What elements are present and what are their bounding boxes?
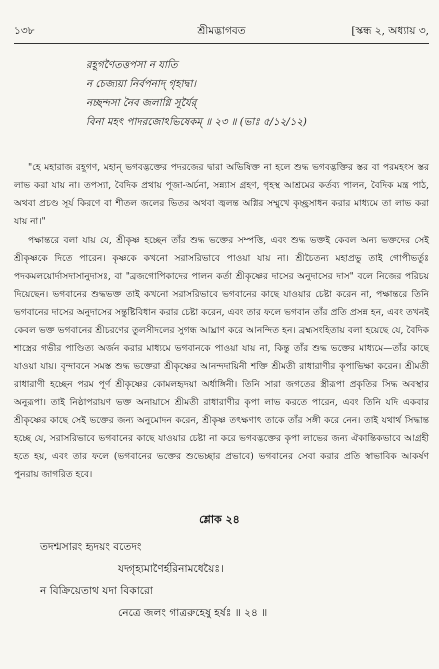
verse-line: নেত্রে জলং গাত্ররুহেষু হর্ষঃ ॥ ২৪ ॥ [118,607,268,619]
canto-chapter-reference: [স্কন্ধ ২, অধ্যায় ৩, [351,25,429,37]
verse-line: যদ্গৃহ্যমাণৈর্হরিনামধেয়ৈঃ। [118,563,224,575]
verse-line: ন বিক্রিয়েতাথ যদা বিকারো [40,585,153,597]
verse-line: নচ্ছন্দসা নৈব জলাগ্নি সূর্যৈর্ [86,98,197,109]
paragraph: "হে মহারাজ রহূগণ, মহান্ ভগবদ্ভক্তের পদরজের দ্বারা অভিষিক্ত না হলে শুদ্ধ ভগবদ্ভক্তির স্তর বা পরমহংস স্তর লাভ করা যায় না। তপস্যা, বৈদিক প্রথায় পূজা-অর্চনা, সন্ন্যাস গ্রহণ, গৃহস্থ আশ্রমের কর্তব্য পালন, বৈদিক মন্ত্র পাঠ, অথবা প্রচণ্ড সূর্য কিরণে বা শীতল জলের ভিতর অথবা জ্বলন্ত অগ্নির সম্মুখে কৃচ্ছ্রসাধন করার মাধ্যমে তা লাভ করা যায় না।" [14,163,429,227]
page-number: ১৩৮ [14,25,35,37]
verse-line: রহূগণৈতত্তপসা ন যাতি [86,60,178,71]
paragraph: পক্ষান্তরে বলা যায় যে, শ্রীকৃষ্ণ হচ্ছেন তাঁর শুদ্ধ ভক্তের সম্পত্তি, এবং শুদ্ধ ভক্তই কেবল অন্য ভক্তদের সেই শ্রীকৃষ্ণকে দিতে পারেন। কৃষ্ণকে কখনো সরাসরিভাবে পাওয়া যায় না। শ্রীচৈতন্য মহাপ্রভু তাই গোপীভর্তুঃ পদকমলয়োর্দাসদাসানুদাসঃ, বা "ব্রজগোপিকাদের পালন কর্তা শ্রীকৃষ্ণের দাসের অনুদাসের দাস" বলে নিজের পরিচয় দিয়েছেন। ভগবানের শুদ্ধভক্ত তাই কখনো সরাসরিভাবে ভগবানের কাছে যাওয়ার চেষ্টা করেন না, পক্ষান্তরে তিনি ভগবানের দাসের অনুদাসের সন্তুষ্টিবিধান করার চেষ্টা করেন, এবং তার ফলে ভগবান তাঁর প্রতি প্রসন্ন হন, এবং তখনই কেবল ভক্ত ভগবানের শ্রীচরণের তুলসীদলের সুগন্ধ আঘ্রাণ করে আনন্দিত হন। ব্রহ্মসংহিতায় বলা হয়েছে যে, বৈদিক শাস্ত্রের গভীর পাণ্ডিত্য অর্জন করার মাধ্যমে ভগবানকে পাওয়া যায় না, কিন্তু তাঁর শুদ্ধ ভক্তের মাধ্যমে—তাঁর কাছে যাওয়া যায়। বৃন্দাবনে সমস্ত শুদ্ধ ভক্তেরা শ্রীকৃষ্ণের আনন্দদায়িনী শক্তি শ্রীমতী রাধারাণীর কৃপাভিক্ষা করেন। শ্রীমতী রাধারাণী হচ্ছেন পরম পূর্ণ শ্রীকৃষ্ণের কোমলহৃদয়া অর্ধাঙ্গিনী। তিনি সারা জগতের স্ত্রীরূপা প্রকৃতির সিদ্ধ অবস্থার অনুরূপা। তাই নিষ্ঠাপরায়ণ ভক্ত অনায়াসে শ্রীমতী রাধারাণীর কৃপা লাভ করতে পারেন, এবং তিনি যদি একবার শ্রীকৃষ্ণের কাছে সেই ভক্তের জন্য অনুমোদন করেন, শ্রীকৃষ্ণ তৎক্ষণাৎ তাকে তাঁর সঙ্গী করে নেন। তাই যথার্থ সিদ্ধান্ত হচ্ছে যে, সরাসরিভাবে ভগবানের কাছে যাওয়ার চেষ্টা না করে ভগবদ্ভক্তের কৃপা লাভের জন্য ঐকান্তিকভাবে আগ্রহী হতে হয়, এবং তার ফলে (ভগবানের ভক্তের শুভেচ্ছার প্রভাবে) ভগবানের সেবা করার প্রতি স্বাভাবিক আকর্ষণ পুনরায় জাগরিত হবে। [14,236,429,480]
verse-line: বিনা মহৎ পাদরজোঽভিষেকম্ ॥ ২৩ ॥ (ভাঃ ৫/১২/১২) [86,117,307,128]
page-header [14,24,429,42]
header-rule [14,43,429,44]
verse-24 [40,536,429,624]
book-title: শ্রীমদ্ভাগবত [197,25,246,37]
sloka-heading: শ্লোক ২৪ [199,513,240,526]
verse-line: তদশ্মসারং হৃদয়ং বতেদং [40,541,142,553]
purport-text [14,159,429,484]
verse-line: ন চেজ্যয়া নির্বপনাদ্ গৃহাদ্বা। [86,79,197,90]
verse-23 [86,56,307,132]
